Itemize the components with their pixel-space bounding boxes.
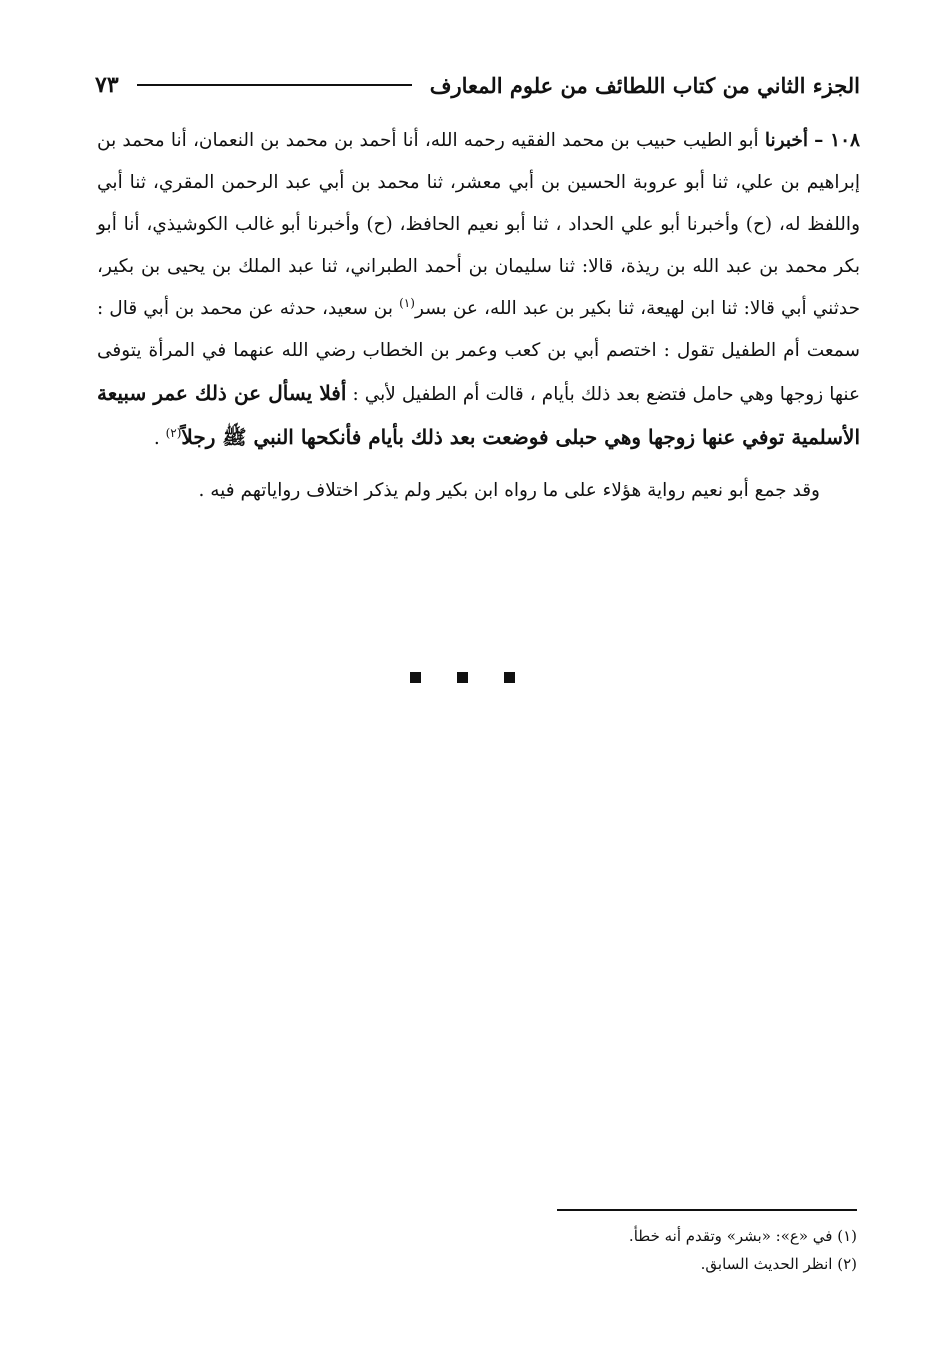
section-separator [0,672,925,683]
footnote-rule [557,1209,857,1211]
header-rule [137,84,412,86]
separator-square-icon [504,672,515,683]
hadith-lead-word: أخبرنا [764,130,808,151]
footnote-ref-2: (٢) [165,425,182,440]
header-title: الجزء الثاني من كتاب اللطائف من علوم المعارف [429,72,860,98]
footnotes [357,1222,857,1278]
footnote-1: (١) في «ع»: «بشر» وتقدم أنه خطأ. [628,1227,857,1245]
emphasized-quote: أفلا يسأل عن ذلك عمر سبيعة الأسلمية توفي عنها زوجها وهي حبلى فوضعت بعد ذلك بأيام فأنكحها النبي ﷺ رجلاً [97,381,860,449]
isnad-text: أبو الطيب حبيب بن محمد الفقيه رحمه الله، أنا أحمد بن محمد بن النعمان، أنا محمد بن إبراهيم بن علي، ثنا أبو عروبة الحسين بن أبي معشر، ثنا محمد بن أبي عبد الرحمن المقري، ثنا أبي واللفظ له، (ح) وأخبرنا أبو علي الحداد ، ثنا أبو نعيم الحافظ، (ح) وأخبرنا أبو غالب الكوشيذي، أنا أبو بكر محمد بن عبد الله بن ريذة، قالا: ثنا سليمان بن أحمد الطبراني، ثنا عبد الملك بن يحيى بن بكير، حدثني أبي قالا: ثنا ابن لهيعة، ثنا بكير بن عبد الله، عن بسر [97,130,861,319]
matn-text: بن سعيد، حدثه عن محمد بن أبي قال : سمعت أم الطفيل تقول : اختصم أبي بن كعب وعمر بن الخطاب رضي الله عنهما في المرأة يتوفى عنها زوجها وهي حامل فتضع بعد ذلك بأيام ، قالت أم الطفيل لأبي : [97,298,860,405]
main-text [97,120,860,512]
separator-square-icon [457,672,468,683]
separator-square-icon [410,672,421,683]
hadith-number: ١٠٨ – [814,130,860,151]
hadith-paragraph [97,120,860,460]
page-number: ٧٣ [95,72,119,98]
footnote-ref-1: (١) [399,295,415,310]
running-header [95,68,860,102]
paragraph-end: . [153,428,166,449]
footnote-2: (٢) انظر الحديث السابق. [700,1255,857,1273]
commentary-paragraph: وقد جمع أبو نعيم رواية هؤلاء على ما رواه ابن بكير ولم يذكر اختلاف رواياتهم فيه . [198,480,820,501]
